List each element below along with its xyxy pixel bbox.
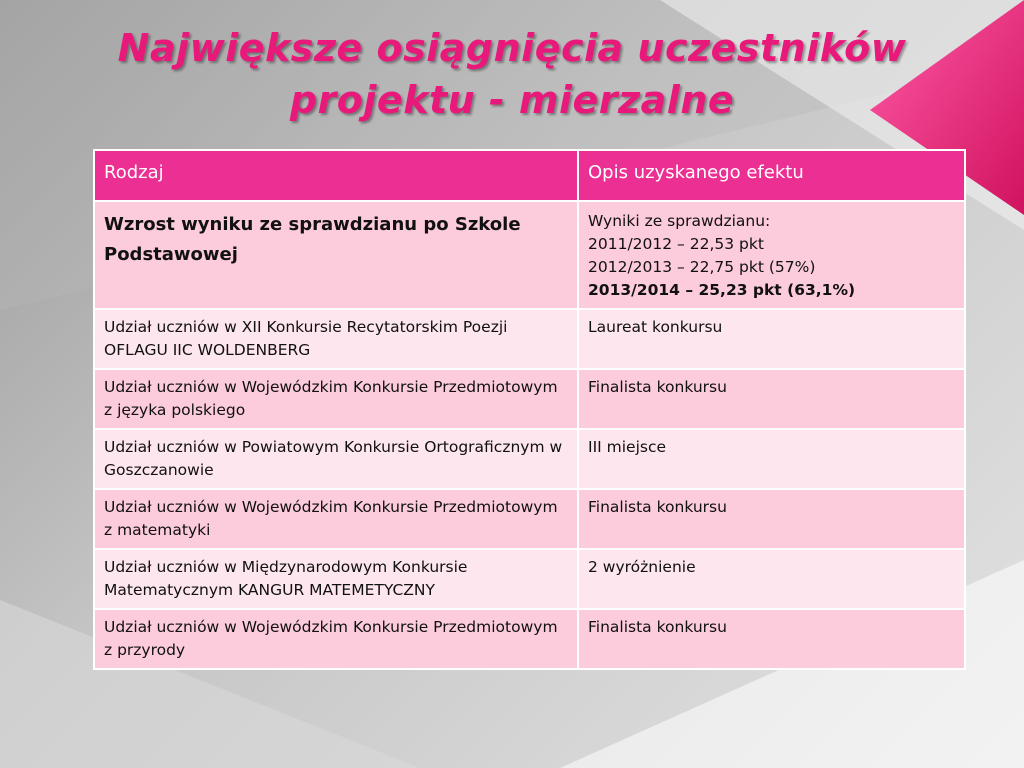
opis-line: 2012/2013 – 22,75 pkt (57%) [588, 258, 816, 276]
achievements-table [93, 149, 966, 670]
cell-rodzaj: Udział uczniów w Wojewódzkim Konkursie Przedmiotowym z przyrody [94, 609, 578, 669]
cell-opis [578, 201, 965, 309]
slide-title-line1: Największe osiągnięcia uczestników [117, 26, 907, 70]
table-row [94, 609, 965, 669]
opis-line-bold: 2013/2014 – 25,23 pkt (63,1%) [588, 281, 856, 299]
table-row [94, 201, 965, 309]
opis-line: Wyniki ze sprawdzianu: [588, 212, 771, 230]
cell-opis: Finalista konkursu [578, 369, 965, 429]
table-row [94, 369, 965, 429]
cell-opis: Finalista konkursu [578, 609, 965, 669]
cell-rodzaj: Udział uczniów w Powiatowym Konkursie Ortograficznym w Goszczanowie [94, 429, 578, 489]
table-row [94, 549, 965, 609]
cell-rodzaj: Wzrost wyniku ze sprawdzianu po Szkole Podstawowej [94, 201, 578, 309]
cell-rodzaj: Udział uczniów w Wojewódzkim Konkursie Przedmiotowym z języka polskiego [94, 369, 578, 429]
opis-line: 2011/2012 – 22,53 pkt [588, 235, 764, 253]
table-row [94, 429, 965, 489]
slide-title-line2: projektu - mierzalne [289, 78, 735, 122]
table-header-row [94, 150, 965, 201]
table-row [94, 489, 965, 549]
cell-rodzaj: Udział uczniów w XII Konkursie Recytatorskim Poezji OFLAGU IIC WOLDENBERG [94, 309, 578, 369]
header-rodzaj: Rodzaj [94, 150, 578, 201]
cell-opis: Finalista konkursu [578, 489, 965, 549]
slide-title [40, 22, 984, 126]
cell-opis: 2 wyróżnienie [578, 549, 965, 609]
table-row [94, 309, 965, 369]
cell-opis: III miejsce [578, 429, 965, 489]
cell-rodzaj: Udział uczniów w Międzynarodowym Konkursie Matematycznym KANGUR MATEMETYCZNY [94, 549, 578, 609]
cell-opis: Laureat konkursu [578, 309, 965, 369]
header-opis: Opis uzyskanego efektu [578, 150, 965, 201]
cell-rodzaj: Udział uczniów w Wojewódzkim Konkursie Przedmiotowym z matematyki [94, 489, 578, 549]
